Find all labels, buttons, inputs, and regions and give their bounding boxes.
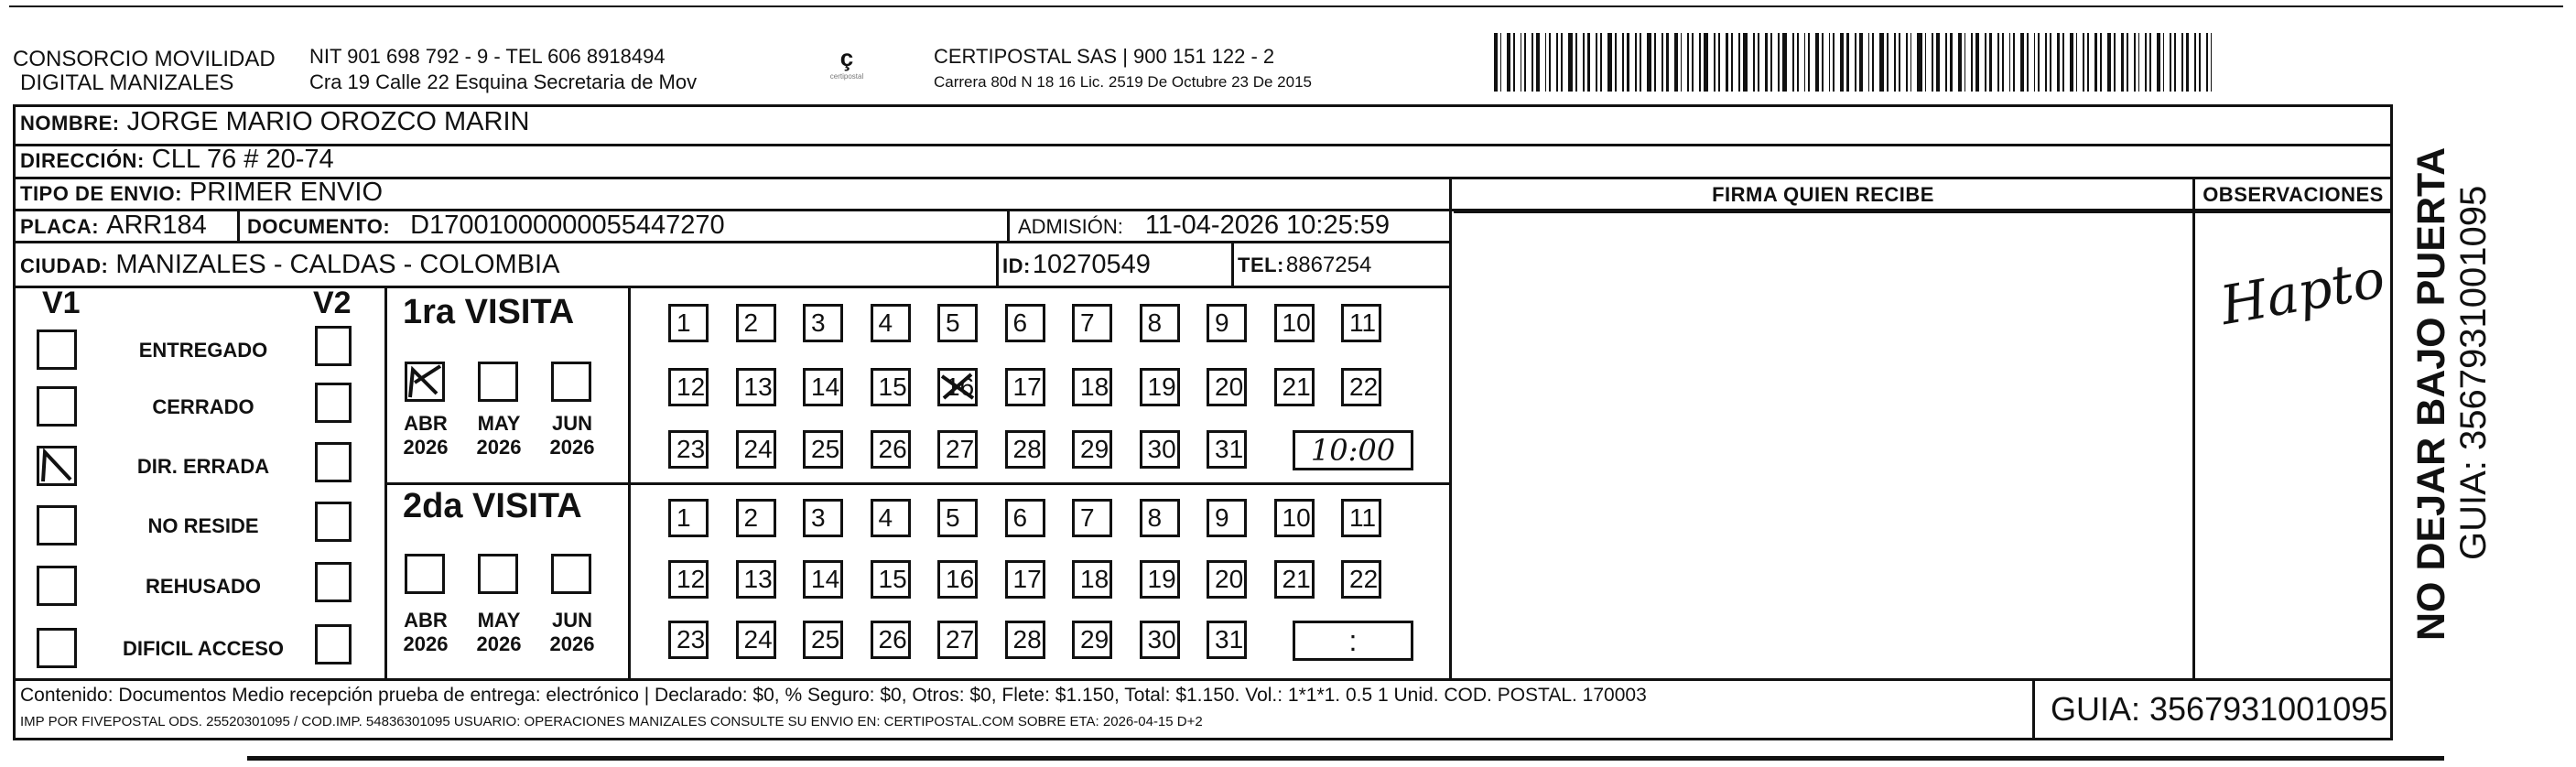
day-checkbox[interactable]: 25: [803, 430, 843, 469]
status-v2-checkbox[interactable]: [315, 326, 352, 366]
handwritten-observation: Hapto: [2215, 246, 2390, 338]
certipostal-line-1: CERTIPOSTAL SAS | 900 151 122 - 2: [934, 45, 1275, 68]
day-checkbox[interactable]: 11: [1341, 304, 1381, 342]
tel-value: 8867254: [1285, 253, 1372, 277]
tipo-value: PRIMER ENVIO: [189, 178, 384, 207]
month-label: [467, 609, 531, 656]
day-checkbox[interactable]: 7: [1072, 304, 1112, 342]
nombre-value: JORGE MARIO OROZCO MARIN: [126, 107, 530, 136]
side-warning: NO DEJAR BAJO PUERTA: [2409, 146, 2453, 641]
day-checkbox[interactable]: 15: [871, 368, 911, 406]
company-line-2: DIGITAL MANIZALES: [20, 70, 234, 95]
footer-contents-line: Contenido: Documentos Medio recepción prueba de entrega: electrónico | Declarado: $0, % Seguro: $0, Otros: $0, Flete: $1.150, Total: $1.150. Vol.: 1*1*1. 0.5 1 Unid. COD. POSTAL. 170003: [20, 685, 1647, 706]
day-checkbox[interactable]: 12: [668, 560, 709, 599]
status-v2-checkbox[interactable]: [315, 442, 352, 482]
admision-value: 11-04-2026 10:25:59: [1144, 211, 1391, 240]
status-label: DIR. ERRADA: [136, 455, 270, 478]
day-checkbox[interactable]: 30: [1140, 430, 1180, 469]
day-checkbox[interactable]: 31: [1207, 430, 1247, 469]
check-mark-icon: [39, 448, 74, 483]
month-checkbox[interactable]: [405, 362, 445, 402]
day-checkbox[interactable]: 25: [803, 621, 843, 659]
status-v1-checkbox[interactable]: [37, 386, 77, 427]
nombre-row: [20, 107, 529, 137]
nit-line: NIT 901 698 792 - 9 - TEL 606 8918494: [309, 45, 666, 68]
nombre-label: NOMBRE:: [20, 112, 120, 135]
tipo-label: TIPO DE ENVIO:: [20, 182, 182, 205]
direccion-label: DIRECCIÓN:: [20, 149, 145, 172]
status-label: REHUSADO: [146, 575, 261, 598]
month-year: 2026: [403, 632, 449, 655]
certipostal-logo: [819, 44, 874, 81]
second-visit-time-box[interactable]: :: [1293, 621, 1413, 661]
month-name: JUN: [551, 412, 592, 435]
placa-field: [20, 211, 207, 241]
day-checkbox[interactable]: 1: [668, 304, 709, 342]
status-label: NO RESIDE: [147, 514, 259, 537]
month-year: 2026: [549, 632, 595, 655]
day-checkbox[interactable]: 16: [937, 560, 978, 599]
day-checkbox[interactable]: 30: [1140, 621, 1180, 659]
admision-label: ADMISIÓN:: [1018, 215, 1123, 238]
day-checkbox[interactable]: 13: [736, 560, 776, 599]
logo-mark: ç: [839, 44, 854, 71]
day-checkbox[interactable]: 13: [736, 368, 776, 406]
admision-field: [1018, 211, 1390, 241]
day-checkbox[interactable]: 7: [1072, 499, 1112, 537]
direccion-value: CLL 76 # 20-74: [151, 145, 334, 174]
day-checkbox[interactable]: 14: [803, 560, 843, 599]
tel-label: TEL:: [1238, 254, 1284, 276]
check-mark-icon: [407, 364, 442, 399]
company-line-1: CONSORCIO MOVILIDAD: [13, 47, 276, 71]
first-visit-title: 1ra VISITA: [403, 293, 575, 331]
day-checkbox[interactable]: 19: [1140, 368, 1180, 406]
day-checkbox[interactable]: 21: [1274, 560, 1315, 599]
day-checkbox[interactable]: 20: [1207, 368, 1247, 406]
day-checkbox[interactable]: 5: [937, 304, 978, 342]
id-label: ID:: [1002, 254, 1031, 277]
month-year: 2026: [403, 436, 449, 459]
status-v1-checkbox[interactable]: [37, 329, 77, 370]
day-checkbox[interactable]: 8: [1140, 499, 1180, 537]
scan-edge-bottom: [247, 756, 2444, 761]
day-checkbox[interactable]: 23: [668, 430, 709, 469]
month-checkbox[interactable]: [551, 362, 591, 402]
day-checkbox[interactable]: 6: [1005, 499, 1045, 537]
day-checkbox[interactable]: 24: [736, 621, 776, 659]
logo-small: certipostal: [829, 72, 864, 81]
month-name: ABR: [404, 412, 448, 435]
day-checkbox[interactable]: 5: [937, 499, 978, 537]
tel-field: [1238, 253, 1371, 278]
status-label: DIFICIL ACCESO: [122, 637, 284, 660]
month-year: 2026: [476, 632, 522, 655]
month-checkbox[interactable]: [551, 554, 591, 594]
day-checkbox[interactable]: 4: [871, 304, 911, 342]
v1-header: V1: [42, 286, 81, 320]
month-label: [540, 412, 604, 459]
status-v1-checkbox[interactable]: [37, 628, 77, 668]
documento-value: D17001000000055447270: [410, 211, 725, 240]
day-checkbox[interactable]: 17: [1005, 560, 1045, 599]
day-checkbox[interactable]: 2: [736, 304, 776, 342]
month-name: MAY: [477, 412, 521, 435]
day-checkbox[interactable]: 14: [803, 368, 843, 406]
status-v2-checkbox[interactable]: [315, 562, 352, 602]
day-checkbox[interactable]: 29: [1072, 621, 1112, 659]
status-label: ENTREGADO: [138, 339, 268, 362]
day-checkbox[interactable]: 22: [1341, 368, 1381, 406]
ciudad-label: CIUDAD:: [20, 254, 109, 277]
first-visit-time-box[interactable]: 10:00: [1293, 430, 1413, 470]
status-v1-checkbox[interactable]: [37, 446, 77, 486]
placa-label: PLACA:: [20, 215, 100, 238]
status-v2-checkbox[interactable]: [315, 383, 352, 423]
day-checkbox[interactable]: 26: [871, 621, 911, 659]
day-checkbox[interactable]: 15: [871, 560, 911, 599]
observaciones-label: OBSERVACIONES: [2203, 183, 2384, 206]
day-checkbox[interactable]: 23: [668, 621, 709, 659]
status-label: CERRADO: [152, 395, 254, 418]
month-year: 2026: [549, 436, 595, 459]
day-checkbox[interactable]: 17: [1005, 368, 1045, 406]
day-checkbox[interactable]: 26: [871, 430, 911, 469]
documento-field: [247, 211, 725, 241]
footer-guia: GUIA: 3567931001095: [2051, 690, 2388, 728]
month-checkbox[interactable]: [478, 554, 518, 594]
direccion-row: [20, 145, 334, 175]
certipostal-line-2: Carrera 80d N 18 16 Lic. 2519 De Octubre 23 De 2015: [934, 73, 1312, 91]
day-checkbox[interactable]: [937, 368, 978, 406]
day-checkbox[interactable]: 10: [1274, 499, 1315, 537]
month-label: [467, 412, 531, 459]
month-name: ABR: [404, 609, 448, 632]
tipo-row: [20, 178, 383, 208]
day-checkbox[interactable]: 31: [1207, 621, 1247, 659]
footer-print-line: IMP POR FIVEPOSTAL ODS. 25520301095 / COD.IMP. 54836301095 USUARIO: OPERACIONES MANIZALES CONSULTE SU ENVIO EN: CERTIPOSTAL.COM SOBRE ETA: 2026-04-15 D+2: [20, 714, 1203, 729]
company-name: [13, 48, 276, 95]
day-checkbox[interactable]: 9: [1207, 304, 1247, 342]
day-checkbox[interactable]: 28: [1005, 430, 1045, 469]
id-value: 10270549: [1032, 250, 1151, 279]
company-contact: [309, 44, 697, 95]
day-checkbox[interactable]: 29: [1072, 430, 1112, 469]
day-checkbox[interactable]: 18: [1072, 368, 1112, 406]
day-checkbox[interactable]: 19: [1140, 560, 1180, 599]
day-checkbox[interactable]: 22: [1341, 560, 1381, 599]
barcode: [1494, 33, 2217, 92]
day-checkbox[interactable]: 24: [736, 430, 776, 469]
ciudad-field: [20, 250, 559, 280]
month-name: MAY: [477, 609, 521, 632]
status-v2-checkbox[interactable]: [315, 624, 352, 664]
status-v1-checkbox[interactable]: [37, 505, 77, 546]
day-checkbox[interactable]: 1: [668, 499, 709, 537]
placa-value: ARR184: [106, 211, 207, 240]
month-year: 2026: [476, 436, 522, 459]
documento-label: DOCUMENTO:: [247, 215, 391, 238]
side-guia: GUIA: 3567931001095: [2453, 185, 2494, 560]
scan-edge-top: [9, 5, 2563, 7]
day-checkbox[interactable]: 21: [1274, 368, 1315, 406]
day-checkbox[interactable]: 8: [1140, 304, 1180, 342]
firma-label: FIRMA QUIEN RECIBE: [1712, 183, 1934, 206]
day-checkbox[interactable]: 11: [1341, 499, 1381, 537]
day-checkbox[interactable]: 3: [803, 499, 843, 537]
day-checkbox[interactable]: 3: [803, 304, 843, 342]
day-checkbox[interactable]: 27: [937, 621, 978, 659]
day-checkbox[interactable]: 10: [1274, 304, 1315, 342]
address-line: Cra 19 Calle 22 Esquina Secretaria de Mov: [309, 70, 698, 93]
x-mark-icon: [940, 371, 977, 404]
month-label: [394, 412, 458, 459]
day-checkbox[interactable]: 9: [1207, 499, 1247, 537]
id-field: [1002, 250, 1151, 280]
day-checkbox[interactable]: 4: [871, 499, 911, 537]
day-checkbox[interactable]: 6: [1005, 304, 1045, 342]
second-visit-title: 2da VISITA: [403, 487, 582, 525]
certipostal-info: [934, 44, 1312, 95]
month-name: JUN: [551, 609, 592, 632]
status-v1-checkbox[interactable]: [37, 566, 77, 606]
day-checkbox[interactable]: 28: [1005, 621, 1045, 659]
month-label: [540, 609, 604, 656]
month-checkbox[interactable]: [405, 554, 445, 594]
ciudad-value: MANIZALES - CALDAS - COLOMBIA: [115, 250, 560, 279]
v2-header: V2: [313, 286, 352, 320]
day-checkbox[interactable]: 18: [1072, 560, 1112, 599]
day-checkbox[interactable]: 12: [668, 368, 709, 406]
day-checkbox[interactable]: 27: [937, 430, 978, 469]
day-number: 16: [946, 373, 975, 401]
status-v2-checkbox[interactable]: [315, 502, 352, 542]
day-checkbox[interactable]: 20: [1207, 560, 1247, 599]
day-checkbox[interactable]: 2: [736, 499, 776, 537]
month-checkbox[interactable]: [478, 362, 518, 402]
month-label: [394, 609, 458, 656]
